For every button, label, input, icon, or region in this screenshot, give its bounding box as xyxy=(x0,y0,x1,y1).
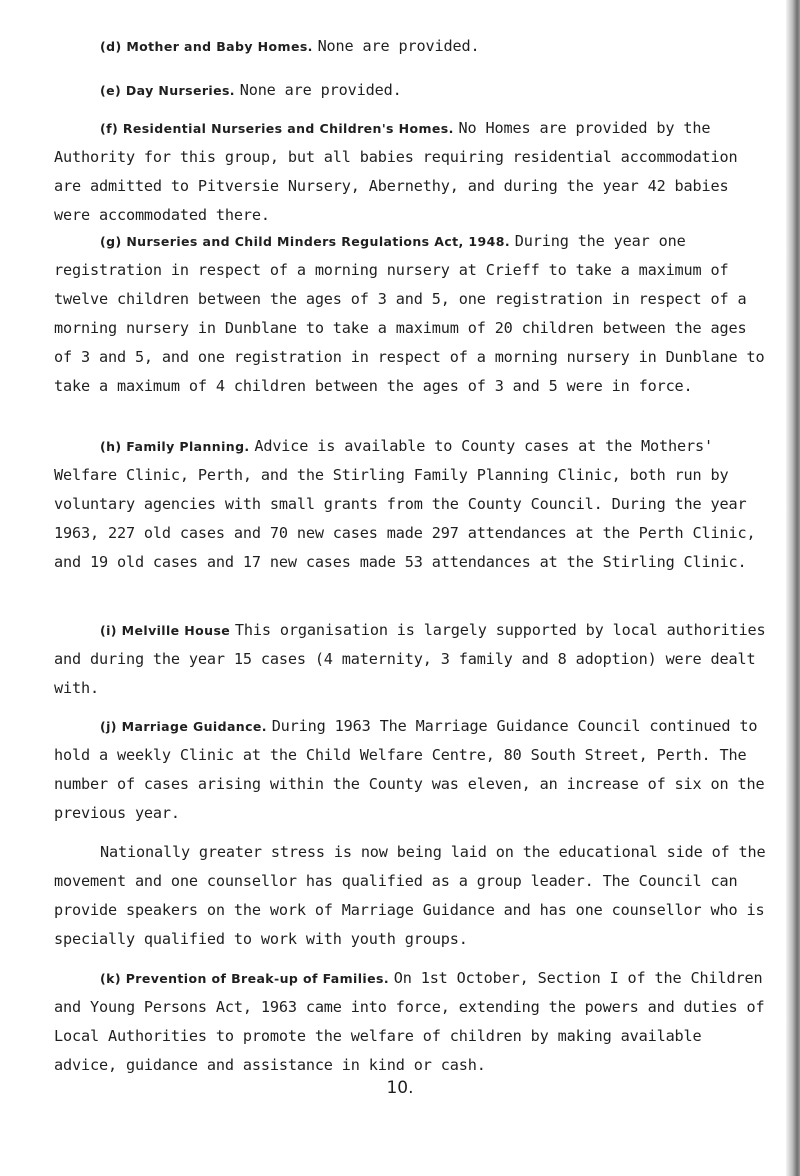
page-number: 10. xyxy=(386,1078,414,1098)
section-f-heading: (f) Residential Nurseries and Children's Homes. xyxy=(100,121,459,136)
section-k-heading: (k) Prevention of Break-up of Families. xyxy=(100,971,394,986)
section-g-text: During the year one registration in respect of a morning nursery at Crieff to take a maximum of twelve children between the ages of 3 and 5, one registration in respect of a morning nursery in Dunblane to take a maximum of 20 children between the ages of 3 and 5, and one registration in respect of a morning nursery in Dunblane to take a maximum of 4 children between the ages of 3 and 5 were in force. xyxy=(54,232,765,395)
section-d-heading: (d) Mother and Baby Homes. xyxy=(100,39,318,54)
section-k xyxy=(54,964,772,1080)
section-j xyxy=(54,712,772,828)
section-f xyxy=(54,114,772,230)
section-e-heading: (e) Day Nurseries. xyxy=(100,83,240,98)
section-j-text: During 1963 The Marriage Guidance Council continued to hold a weekly Clinic at the Child Welfare Centre, 80 South Street, Perth. The number of cases arising within the County was eleven, an increase of six on the previous year. xyxy=(54,717,765,822)
section-d xyxy=(54,32,772,61)
section-g-heading: (g) Nurseries and Child Minders Regulations Act, 1948. xyxy=(100,234,515,249)
section-f-text: No Homes are provided by the Authority for this group, but all babies requiring residential accommodation are admitted to Pitversie Nursery, Abernethy, and during the year 42 babies were accommodated there. xyxy=(54,119,738,224)
section-j-continued xyxy=(54,838,772,954)
section-h-heading: (h) Family Planning. xyxy=(100,439,255,454)
section-d-text: None are provided. xyxy=(317,37,480,55)
section-j-continued-text: Nationally greater stress is now being laid on the educational side of the movement and one counsellor has qualified as a group leader. The Council can provide speakers on the work of Marriage Guidance and has one counsellor who is specially qualified to work with youth groups. xyxy=(54,843,766,948)
section-e-text: None are provided. xyxy=(239,81,402,99)
section-k-text: On 1st October, Section I of the Children and Young Persons Act, 1963 came into force, extending the powers and duties of Local Authorities to promote the welfare of children by making available advice, guidance and assistance in kind or cash. xyxy=(54,969,765,1074)
section-g xyxy=(54,227,772,401)
section-j-heading: (j) Marriage Guidance. xyxy=(100,719,272,734)
section-h xyxy=(54,432,772,577)
scanned-page-edge xyxy=(786,0,800,1176)
section-i-text: This organisation is largely supported by local authorities and during the year 15 cases (4 maternity, 3 family and 8 adoption) were dealt with. xyxy=(54,621,766,697)
section-h-text: Advice is available to County cases at the Mothers' Welfare Clinic, Perth, and the Stirling Family Planning Clinic, both run by voluntary agencies with small grants from the County Council. During the year 1963, 227 old cases and 70 new cases made 297 attendances at the Perth Clinic, and 19 old cases and 17 new cases made 53 attendances at the Stirling Clinic. xyxy=(54,437,756,571)
section-i-heading: (i) Melville House xyxy=(100,623,235,638)
section-i xyxy=(54,616,772,703)
section-e xyxy=(54,76,772,105)
